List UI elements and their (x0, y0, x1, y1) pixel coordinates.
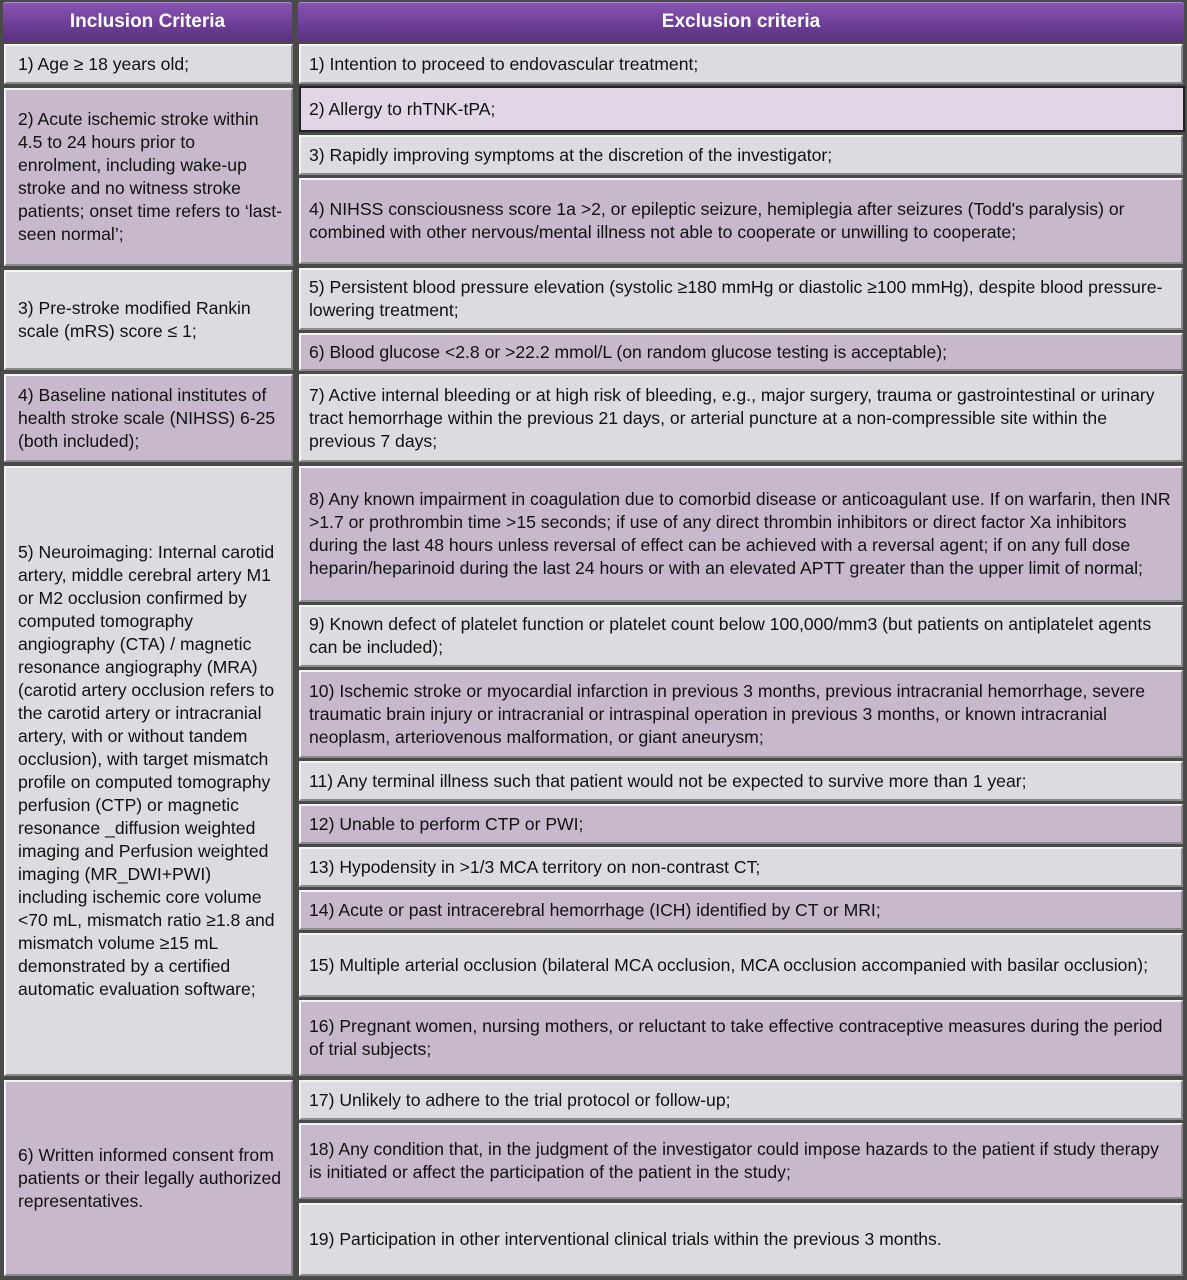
inclusion-row: 6) Written informed consent from patients or their legally authorized representatives. (4, 1080, 293, 1276)
exclusion-row: 12) Unable to perform CTP or PWI; (299, 804, 1183, 844)
exclusion-header: Exclusion criteria (298, 2, 1184, 42)
exclusion-row: 9) Known defect of platelet function or platelet count below 100,000/mm3 (but patients on antiplatelet agents can be included); (299, 605, 1183, 667)
exclusion-row: 8) Any known impairment in coagulation due to comorbid disease or anticoagulant use. If on warfarin, then INR >1.7 or prothrombin time >15 seconds; if use of any direct thrombin inhibitors or direct factor Xa inhibitors during the last 48 hours unless reversal of effect can be achieved with a reversal agent; if on any full dose heparin/heparinoid during the last 24 hours or with an elevated APTT greater than the upper limit of normal; (299, 466, 1183, 602)
exclusion-row: 3) Rapidly improving symptoms at the discretion of the investigator; (299, 135, 1183, 175)
exclusion-row: 18) Any condition that, in the judgment of the investigator could impose hazards to the patient if study therapy is initiated or affect the participation of the patient in the study; (299, 1123, 1183, 1199)
exclusion-row: 14) Acute or past intracerebral hemorrhage (ICH) identified by CT or MRI; (299, 890, 1183, 930)
exclusion-row: 17) Unlikely to adhere to the trial protocol or follow-up; (299, 1080, 1183, 1120)
exclusion-row: 5) Persistent blood pressure elevation (systolic ≥180 mmHg or diastolic ≥100 mmHg), despite blood pressure-lowering treatment; (299, 268, 1183, 330)
exclusion-row: 7) Active internal bleeding or at high risk of bleeding, e.g., major surgery, trauma or gastrointestinal or urinary tract hemorrhage within the previous 21 days, or arterial puncture at a non-compressible site within the previous 7 days; (299, 374, 1183, 462)
exclusion-row: 15) Multiple arterial occlusion (bilateral MCA occlusion, MCA occlusion accompanied with basilar occlusion); (299, 933, 1183, 997)
inclusion-row: 4) Baseline national institutes of health stroke scale (NIHSS) 6-25 (both included); (4, 374, 293, 462)
inclusion-row: 3) Pre-stroke modified Rankin scale (mRS) score ≤ 1; (4, 270, 293, 370)
exclusion-row: 19) Participation in other interventional clinical trials within the previous 3 months. (299, 1203, 1183, 1276)
inclusion-row: 1) Age ≥ 18 years old; (4, 44, 293, 84)
inclusion-row: 2) Acute ischemic stroke within 4.5 to 24 hours prior to enrolment, including wake-up stroke and no witness stroke patients; onset time refers to ‘last-seen normal’; (4, 88, 293, 266)
inclusion-header: Inclusion Criteria (3, 2, 292, 42)
exclusion-row: 1) Intention to proceed to endovascular treatment; (299, 44, 1183, 84)
exclusion-row: 2) Allergy to rhTNK-tPA; (299, 86, 1185, 132)
exclusion-row: 10) Ischemic stroke or myocardial infarction in previous 3 months, previous intracranial hemorrhage, severe traumatic brain injury or intracranial or intraspinal operation in previous 3 months, or known intracranial neoplasm, arteriovenous malformation, or giant aneurysm; (299, 670, 1183, 758)
exclusion-row: 16) Pregnant women, nursing mothers, or reluctant to take effective contraceptive measures during the period of trial subjects; (299, 1000, 1183, 1076)
exclusion-row: 4) NIHSS consciousness score 1a >2, or epileptic seizure, hemiplegia after seizures (Todd's paralysis) or combined with other nervous/mental illness not able to cooperate or unwilling to cooperate; (299, 178, 1183, 264)
exclusion-row: 11) Any terminal illness such that patient would not be expected to survive more than 1 year; (299, 761, 1183, 801)
exclusion-row: 6) Blood glucose <2.8 or >22.2 mmol/L (on random glucose testing is acceptable); (299, 333, 1183, 371)
exclusion-row: 13) Hypodensity in >1/3 MCA territory on non-contrast CT; (299, 847, 1183, 887)
inclusion-row: 5) Neuroimaging: Internal carotid artery, middle cerebral artery M1 or M2 occlusion confirmed by computed tomography angiography (CTA) / magnetic resonance angiography (MRA) (carotid artery occlusion refers to the carotid artery or intracranial artery, with or without tandem occlusion), with target mismatch profile on computed tomography perfusion (CTP) or magnetic resonance _diffusion weighted imaging and Perfusion weighted imaging (MR_DWI+PWI) including ischemic core volume <70 mL, mismatch ratio ≥1.8 and mismatch volume ≥15 mL demonstrated by a certified automatic evaluation software; (4, 466, 293, 1076)
